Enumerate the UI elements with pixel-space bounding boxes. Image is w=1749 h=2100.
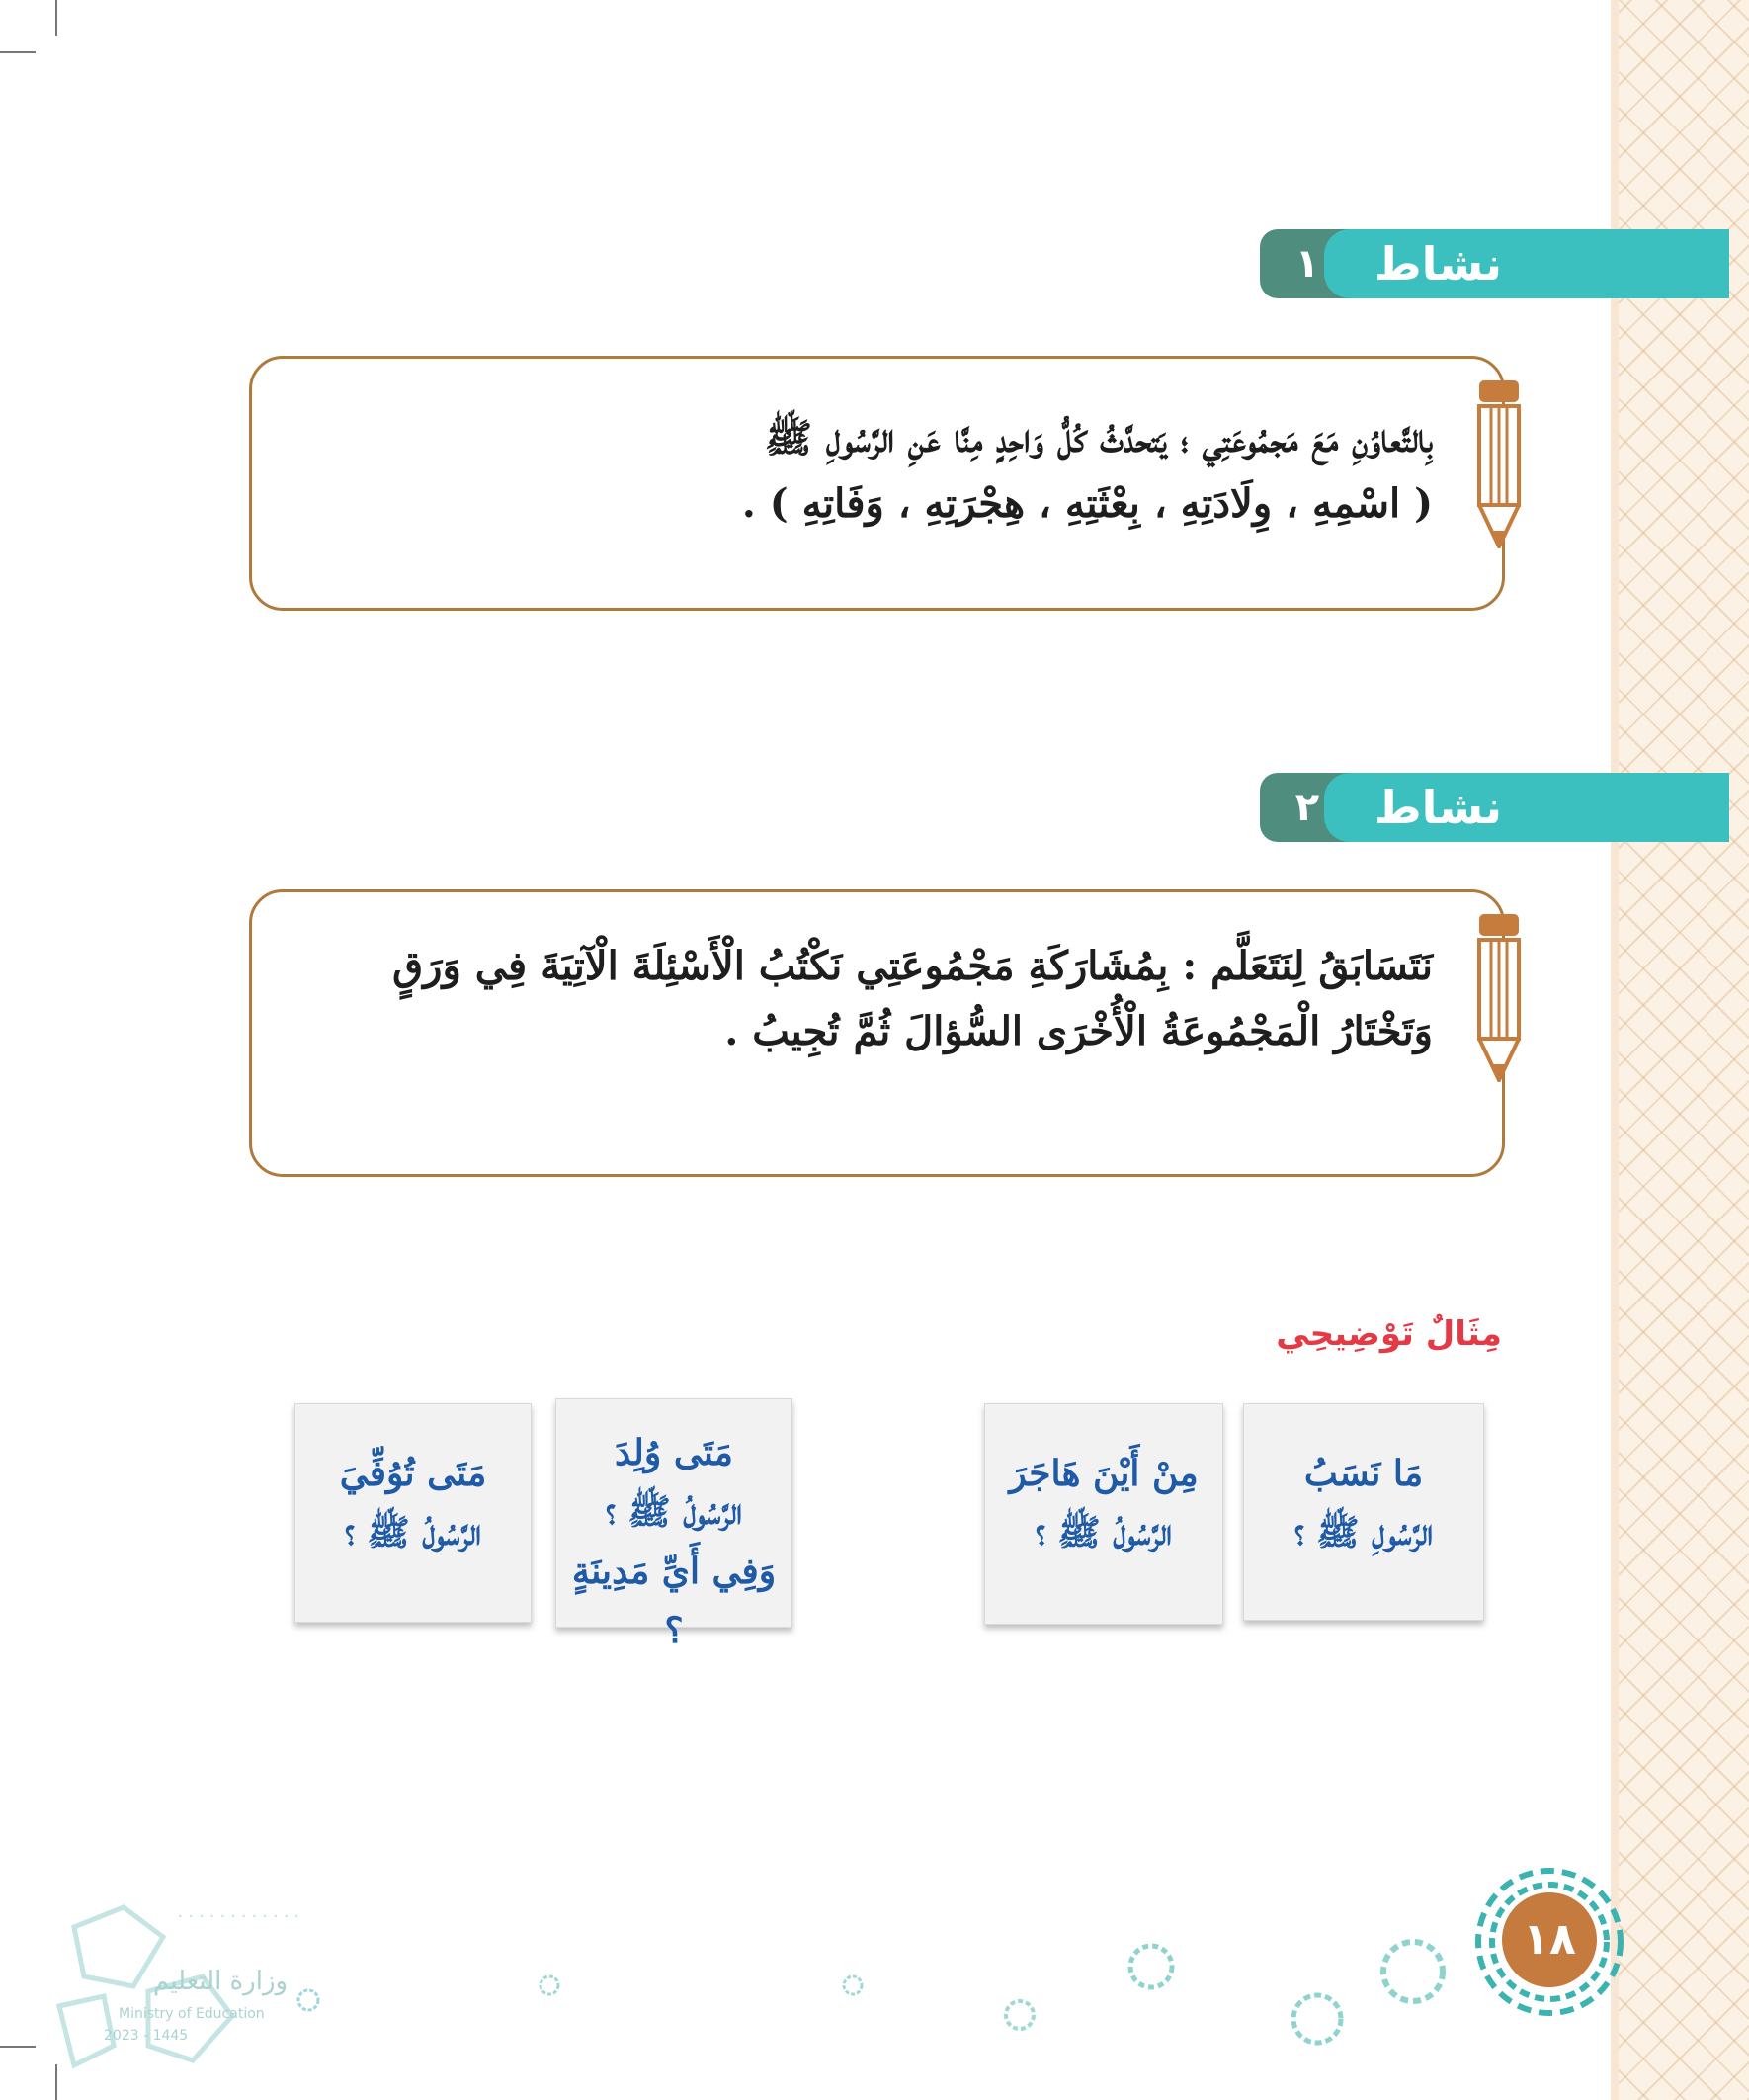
activity-1-label: نشاط xyxy=(1374,237,1502,291)
pencil-icon xyxy=(1477,380,1521,548)
ministry-name-arabic: وزارة التعليم xyxy=(153,1967,289,1996)
crop-mark xyxy=(0,51,36,53)
card-line: مِنْ أَيْنَ هَاجَرَ xyxy=(1009,1453,1199,1494)
ministry-name-english: Ministry of Education xyxy=(119,2006,265,2022)
card-line: الرَّسُولِ ﷺ ؟ xyxy=(1293,1512,1434,1554)
activity-2-number: ٢ xyxy=(1294,785,1320,830)
rosette-icon xyxy=(1126,1942,1176,1991)
activity-2-header xyxy=(1260,773,1729,842)
card-line: مَتَى تُوُفِّيَ xyxy=(339,1453,487,1494)
activity-1-number: ١ xyxy=(1294,241,1320,287)
decorative-band-edge xyxy=(1611,0,1619,2100)
activity-2-line-1: نَتَسَابَقُ لِنَتَعَلَّم : بِمُشَارَكَةِ مَجْمُوعَتِي نَكْتُبُ الْأَسْئِلَةَ الْآتِيَةَ فِي وَرَقٍ xyxy=(392,943,1433,989)
card-line: وَفِي أَيِّ مَدِينَةٍ ؟ xyxy=(571,1551,777,1651)
card-line: الرَّسُولُ ﷺ ؟ xyxy=(1035,1512,1173,1554)
example-card-migration xyxy=(984,1403,1223,1625)
activity-1-text xyxy=(292,406,1433,537)
card-line: مَا نَسَبُ xyxy=(1303,1453,1424,1494)
edition-year: 2023 - 1445 xyxy=(104,2028,189,2044)
activity-2-text xyxy=(292,934,1433,1064)
example-title: مِثَالٌ تَوْضِيحِي xyxy=(1276,1314,1502,1354)
example-card-lineage xyxy=(1243,1403,1484,1621)
activity-1-label-box xyxy=(1324,229,1729,298)
page-number: ١٨ xyxy=(1502,1892,1597,1987)
rosette-icon xyxy=(842,1974,864,1996)
rosette-icon xyxy=(1003,1998,1037,2032)
activity-2-line-2: وَتَخْتَارُ الْمَجْمُوعَةُ الْأُخْرَى السُّؤالَ ثُمَّ تُجِيبُ . xyxy=(724,1008,1433,1054)
activity-1-line-1: بِالتَّعاوُنِ مَعَ مَجمُوعَتِي ؛ يَتحدَّثُ كُلُّ وَاحِدٍ مِنَّا عَنِ الرَّسُولِ ﷺ xyxy=(764,415,1433,462)
rosette-icon xyxy=(296,1988,320,2012)
activity-1-line-2: ( اسْمِهِ ، وِلَادَتِهِ ، بِعْثَتِهِ ، هِجْرَتِهِ ، وَفَاتِهِ ) . xyxy=(741,480,1433,527)
crop-mark xyxy=(55,0,57,36)
logo-dots: •••••••••••• xyxy=(178,1912,305,1921)
crop-mark xyxy=(0,2046,36,2048)
card-line: الرَّسُولُ ﷺ ؟ xyxy=(344,1512,482,1554)
decorative-side-pattern xyxy=(1611,0,1749,2100)
activity-1-box xyxy=(249,356,1505,611)
example-card-death-text xyxy=(303,1444,523,1562)
rosette-icon xyxy=(539,1974,560,1996)
activity-1-header xyxy=(1260,229,1729,298)
example-card-death xyxy=(294,1403,532,1623)
example-card-lineage-text xyxy=(1252,1444,1475,1562)
rosette-icon xyxy=(1290,1991,1345,2047)
activity-2-label-box xyxy=(1324,773,1729,842)
example-card-birth-text xyxy=(564,1423,784,1660)
activity-2-box xyxy=(249,889,1505,1177)
rosette-icon xyxy=(1378,1937,1448,2006)
example-card-migration-text xyxy=(993,1444,1214,1562)
card-line: مَتَى وُلِدَ xyxy=(615,1432,733,1473)
example-card-birth xyxy=(555,1398,792,1651)
card-line: الرَّسُولُ ﷺ ؟ xyxy=(605,1491,743,1533)
pencil-icon xyxy=(1477,914,1521,1082)
activity-2-label: نشاط xyxy=(1374,781,1502,834)
